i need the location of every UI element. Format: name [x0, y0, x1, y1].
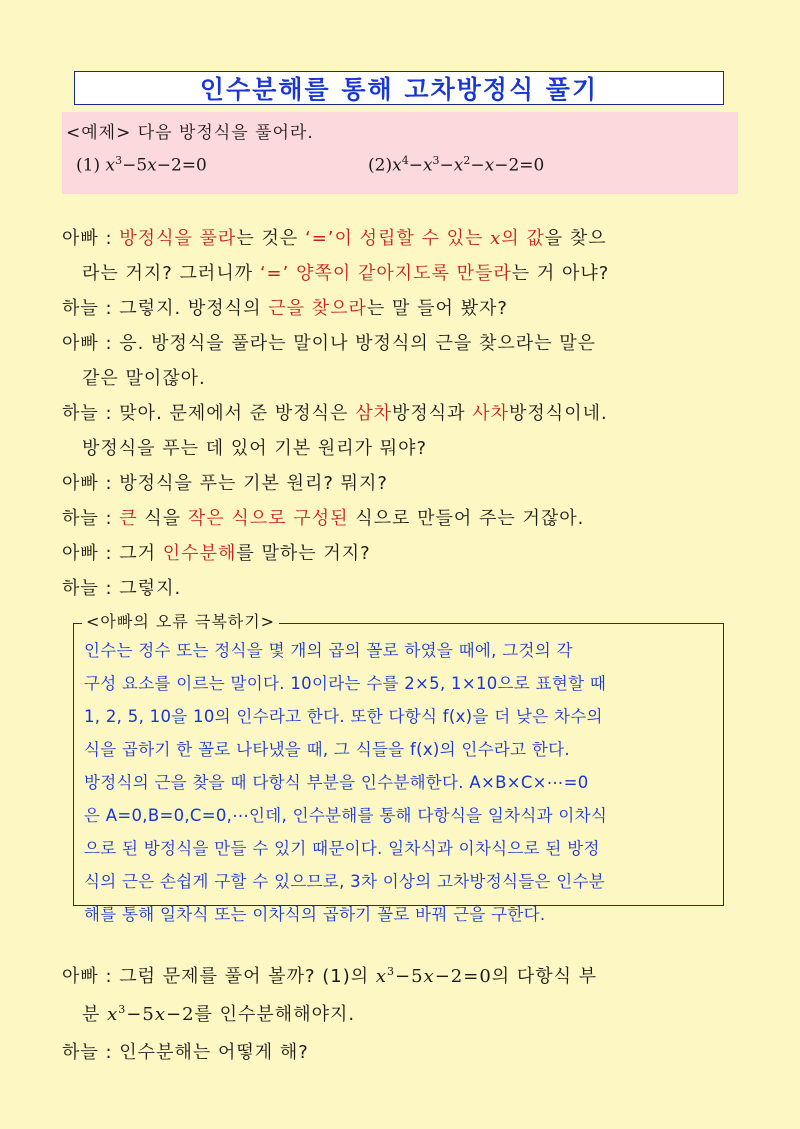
example-box — [62, 112, 738, 194]
note-line: 식의 근은 손쉽게 구할 수 있으므로, 3차 이상의 고차방정식들은 인수분 — [84, 872, 605, 891]
note-line: 1, 2, 5, 10을 10의 인수라고 한다. 또한 다항식 f(x)을 더 낮은 차수의 — [84, 707, 603, 726]
dialog-line: 아빠 : 그거 인수분해를 말하는 거지? — [62, 543, 371, 564]
page-title: 인수분해를 통해 고차방정식 풀기 — [199, 75, 599, 104]
note-line: 인수는 정수 또는 정식을 몇 개의 곱의 꼴로 하였을 때에, 그것의 각 — [84, 641, 573, 660]
dialog-line: 하늘 : 그렇지. — [62, 578, 182, 599]
dialog-line: 아빠 : 방정식을 풀라는 것은 ‘=’이 성립할 수 있는 x의 값을 찾으 — [62, 228, 607, 249]
equation-1: (1) $x^3-5x-2=0$ — [76, 154, 207, 176]
dialog-line: 하늘 : 인수분해는 어떻게 해? — [62, 1042, 309, 1063]
note-line: 으로 된 방정식을 만들 수 있기 때문이다. 일차식과 이차식으로 된 방정 — [84, 839, 600, 858]
dialog-line: 방정식을 푸는 데 있어 기본 원리가 뭐야? — [82, 438, 428, 459]
dialog-line: 분 $x^3-5x-2$를 인수분해해야지. — [82, 1003, 356, 1025]
dialog-line: 아빠 : 방정식을 푸는 기본 원리? 뭐지? — [62, 473, 388, 494]
note-line: 해를 통해 일차식 또는 이차식의 곱하기 꼴로 바꿔 근을 구한다. — [84, 905, 546, 924]
note-line: 은 A=0,B=0,C=0,⋯인데, 인수분해를 통해 다항식을 일차식과 이차식 — [84, 806, 608, 825]
dialog-line: 같은 말이잖아. — [82, 368, 206, 389]
example-heading: <예제> 다음 방정식을 풀어라. — [66, 123, 314, 143]
dialog-line: 아빠 : 그럼 문제를 풀어 볼까? (1)의 $x^3-5x-2=0$의 다항식 부 — [62, 965, 598, 987]
title-box — [74, 71, 724, 105]
note-text — [84, 634, 716, 931]
dialog-line: 하늘 : 맞아. 문제에서 준 방정식은 삼차방정식과 사차방정식이네. — [62, 403, 608, 424]
note-line: 식을 곱하기 한 꼴로 나타냈을 때, 그 식들을 f(x)의 인수라고 한다. — [84, 740, 570, 759]
dialog-line: 라는 거지? 그러니까 ‘=’ 양쪽이 같아지도록 만들라는 거 아냐? — [82, 263, 610, 284]
equation-2: $(2)x^4-x^3-x^2-x-2=0$ — [368, 154, 545, 176]
dialog-line: 하늘 : 큰 식을 작은 식으로 구성된 식으로 만들어 주는 거잖아. — [62, 508, 585, 529]
note-line: 방정식의 근을 찾을 때 다항식 부분을 인수분해한다. A×B×C×⋯=0 — [84, 773, 589, 792]
dialog-line: 아빠 : 응. 방정식을 풀라는 말이나 방정식의 근을 찾으라는 말은 — [62, 333, 596, 354]
dialog-line: 하늘 : 그렇지. 방정식의 근을 찾으라는 말 들어 봤자? — [62, 298, 508, 319]
note-line: 구성 요소를 이르는 말이다. 10이라는 수를 2×5, 1×10으로 표현할 때 — [84, 674, 607, 693]
note-title: <아빠의 오류 극복하기> — [82, 609, 279, 632]
